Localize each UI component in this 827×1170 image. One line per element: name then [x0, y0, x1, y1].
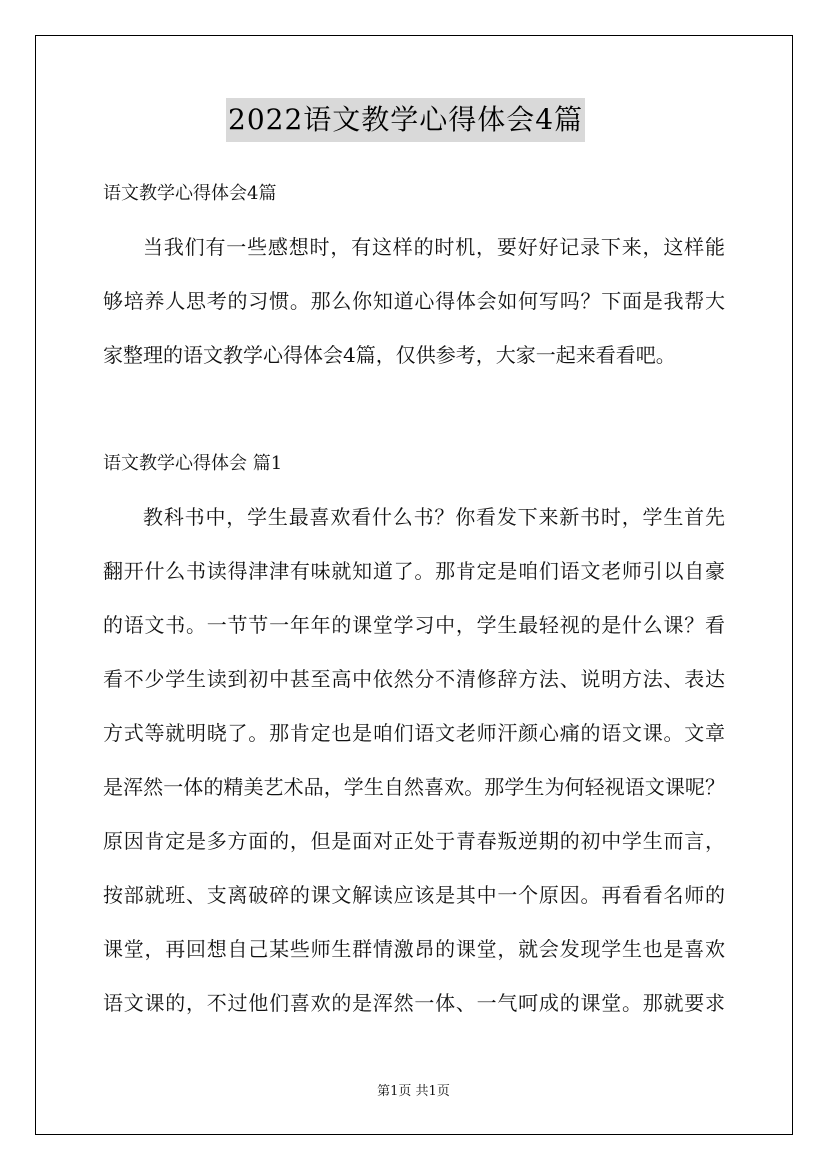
intro-line: 家整理的语文教学心得体会4篇，仅供参考，大家一起来看看吧。: [103, 343, 676, 367]
page-footer: 第1页 共1页: [377, 1084, 450, 1099]
section-line: 是浑然一体的精美艺术品，学生自然喜欢。那学生为何轻视语文课呢？: [103, 775, 725, 799]
section-heading: 语文教学心得体会 篇1: [103, 453, 283, 474]
intro-line: 够培养人思考的习惯。那么你知道心得体会如何写吗？下面是我帮大: [103, 289, 725, 313]
section-line: 的语文书。一节节一年年的课堂学习中，学生最轻视的是什么课？看: [103, 613, 725, 637]
section-line: 原因肯定是多方面的，但是面对正处于青春叛逆期的初中学生而言，: [103, 829, 725, 853]
section-line: 按部就班、支离破碎的课文解读应该是其中一个原因。再看看名师的: [103, 883, 725, 907]
section-line: 语文课的，不过他们喜欢的是浑然一体、一气呵成的课堂。那就要求: [103, 991, 725, 1015]
section-line: 方式等就明晓了。那肯定也是咱们语文老师汗颜心痛的语文课。文章: [103, 721, 725, 745]
section-line: 教科书中，学生最喜欢看什么书？你看发下来新书时，学生首先: [143, 505, 725, 529]
section-line: 看不少学生读到初中甚至高中依然分不清修辞方法、说明方法、表达: [103, 667, 725, 691]
document-title: 2022语文教学心得体会4篇: [226, 98, 585, 142]
section-line: 课堂，再回想自己某些师生群情激昂的课堂，就会发现学生也是喜欢: [103, 937, 725, 961]
intro-line: 当我们有一些感想时，有这样的时机，要好好记录下来，这样能: [143, 235, 725, 259]
document-subtitle: 语文教学心得体会4篇: [103, 183, 277, 204]
section-line: 翻开什么书读得津津有味就知道了。那肯定是咱们语文老师引以自豪: [103, 559, 725, 583]
